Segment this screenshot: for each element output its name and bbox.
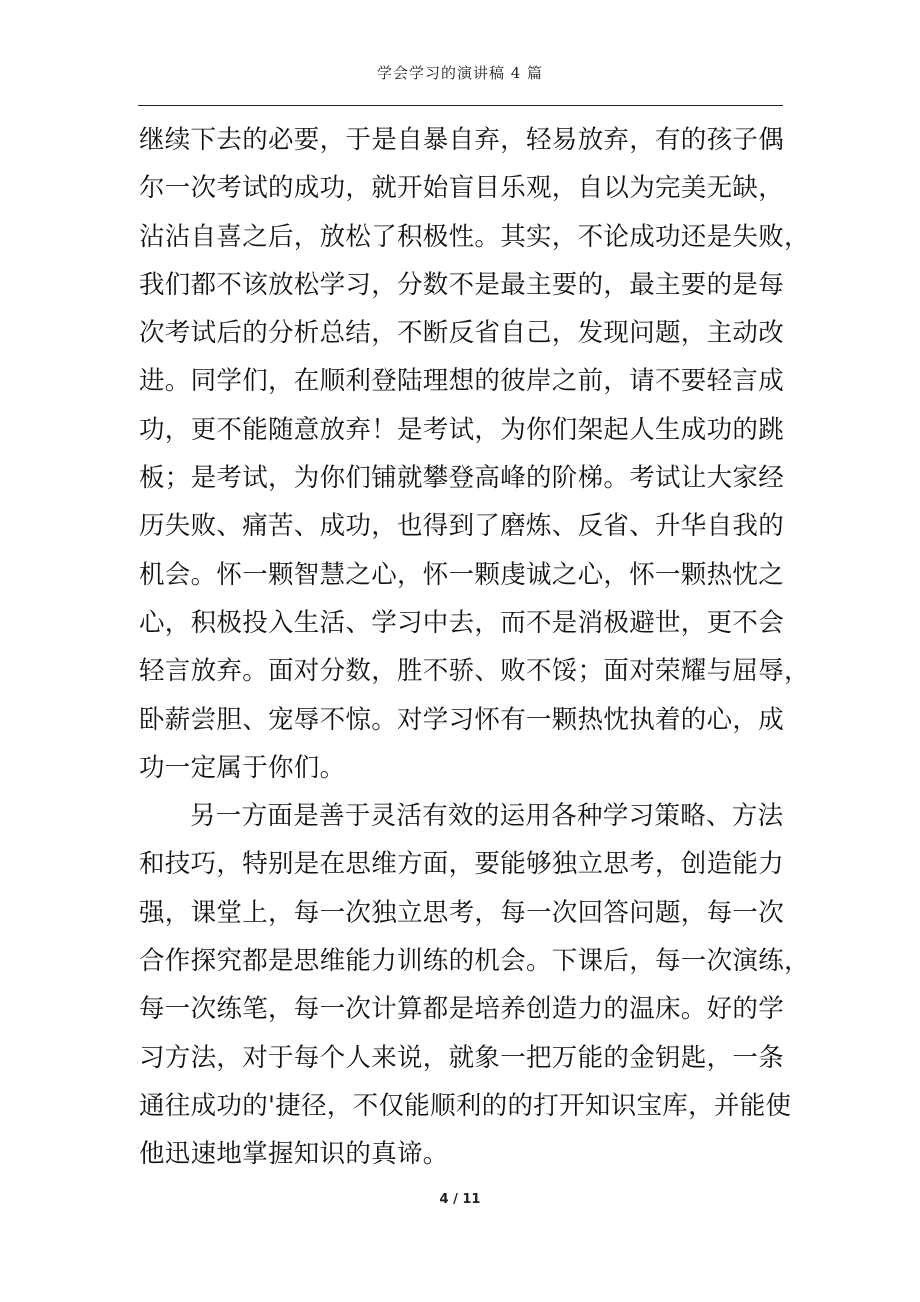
text-line: 我们都不该放松学习，分数不是最主要的，最主要的是每: [139, 269, 785, 300]
text-line: 心，积极投入生活、学习中去，而不是消极避世，更不会: [139, 607, 785, 638]
text-line: 继续下去的必要，于是自暴自弃，轻易放弃，有的孩子偶: [139, 125, 785, 155]
text-line: 沾沾自喜之后，放松了积极性。其实，不论成功还是失败，: [139, 221, 810, 252]
text-line: 他迅速地掌握知识的真谛。: [139, 1139, 449, 1170]
text-line: 每一次练笔，每一次计算都是培养创造力的温床。好的学: [139, 994, 785, 1025]
text-line: 次考试后的分析总结，不断反省自己，发现问题，主动改: [139, 318, 785, 349]
text-line: 功，更不能随意放弃！是考试，为你们架起人生成功的跳: [139, 414, 785, 445]
text-line: 进。同学们，在顺利登陆理想的彼岸之前，请不要轻言成: [139, 366, 785, 397]
text-line: 功一定属于你们。: [139, 752, 346, 783]
text-line: 通往成功的'捷径，不仅能顺利的的打开知识宝库，并能使: [139, 1090, 792, 1121]
text-line: 机会。怀一颗智慧之心，怀一颗虔诚之心，怀一颗热忱之: [139, 559, 785, 590]
text-line: 合作探究都是思维能力训练的机会。下课后，每一次演练，: [139, 946, 810, 977]
header-divider: [138, 105, 783, 106]
document-body: [139, 116, 810, 1179]
text-line: 卧薪尝胆、宠辱不惊。对学习怀有一颗热忱执着的心，成: [139, 704, 785, 735]
page-number: 4 / 11: [439, 1192, 481, 1207]
text-line: 强，课堂上，每一次独立思考，每一次回答问题，每一次: [139, 897, 785, 928]
text-line: 轻言放弃。面对分数，胜不骄、败不馁；面对荣耀与屈辱，: [139, 656, 810, 687]
document-title: 学会学习的演讲稿 4 篇: [376, 64, 544, 82]
text-line: 和技巧，特别是在思维方面，要能够独立思考，创造能力: [139, 849, 785, 880]
text-line: 尔一次考试的成功，就开始盲目乐观，自以为完美无缺，: [139, 173, 785, 204]
text-line: 习方法，对于每个人来说，就象一把万能的金钥匙，一条: [139, 1042, 785, 1073]
paragraph-start-line: 另一方面是善于灵活有效的运用各种学习策略、方法: [190, 801, 784, 832]
text-line: 历失败、痛苦、成功，也得到了磨炼、反省、升华自我的: [139, 511, 785, 542]
text-line: 板；是考试，为你们铺就攀登高峰的阶梯。考试让大家经: [139, 463, 785, 494]
